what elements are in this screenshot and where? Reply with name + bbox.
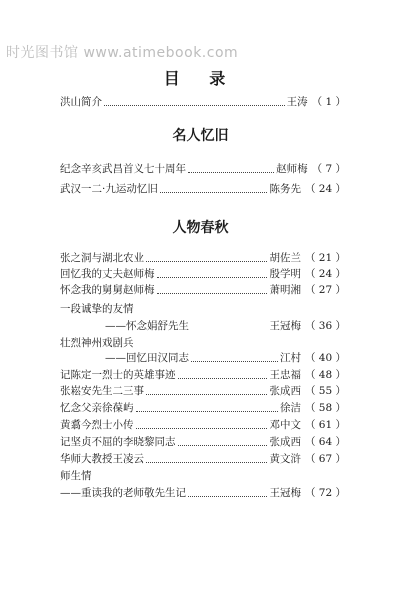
leader-dots — [104, 105, 285, 106]
leader-dots — [178, 445, 268, 446]
entry-author: 邓中文 — [269, 419, 301, 431]
leader-dots — [178, 378, 268, 379]
entry-page: （ 58 ） — [304, 402, 346, 414]
entry-page: （ 27 ） — [304, 284, 346, 296]
entry-title: 回忆我的丈夫赵师梅 — [60, 268, 155, 280]
entry-author: 黄文浒 — [269, 453, 301, 465]
leader-dots — [136, 411, 278, 412]
entry-author: 王冠梅 — [269, 320, 301, 332]
entry-title: 洪山简介 — [60, 96, 102, 108]
entry-author: 张成西 — [269, 385, 301, 397]
entry-page: （ 21 ） — [304, 252, 346, 264]
toc-entry — [60, 251, 346, 265]
entry-author: 萧明湘 — [269, 284, 301, 296]
toc-entry — [105, 351, 346, 365]
entry-title: 怀念我的舅舅赵师梅 — [60, 284, 155, 296]
entry-title: 张崧安先生二三事 — [60, 385, 144, 397]
entry-author: 江村 — [279, 352, 301, 364]
toc-entry — [60, 452, 346, 466]
entry-subtitle: ——怀念娟舒先生 — [105, 320, 189, 332]
entry-author: 胡佐兰 — [269, 252, 301, 264]
entry-subtitle: ——重读我的老师敬先生记 — [60, 487, 186, 499]
leader-dots — [146, 394, 267, 395]
leader-dots — [136, 428, 268, 429]
entry-author: 张成西 — [269, 436, 301, 448]
entry-page: （ 40 ） — [304, 352, 346, 364]
entry-title: 张之洞与湖北农业 — [60, 252, 144, 264]
entry-title: 纪念辛亥武昌首义七十周年 — [60, 163, 186, 175]
leader-dots — [157, 277, 268, 278]
entry-subtitle: ——回忆田汉同志 — [105, 352, 189, 364]
leader-dots — [157, 293, 268, 294]
entry-title: 记陈定一烈士的英雄事迹 — [60, 369, 176, 381]
entry-title: 武汉一二·九运动忆旧 — [60, 183, 158, 195]
entry-page: （ 48 ） — [304, 369, 346, 381]
page-title: 目 录 — [163, 69, 238, 88]
toc-entry — [60, 162, 346, 176]
entry-author: 殷学明 — [269, 268, 301, 280]
section-heading: 名人忆旧 — [172, 128, 229, 144]
entry-title: 忆念父亲徐葆屿 — [60, 402, 134, 414]
entry-author: 王冠梅 — [269, 487, 301, 499]
entry-page: （ 7 ） — [311, 163, 346, 175]
toc-entry — [60, 401, 346, 415]
leader-dots — [146, 261, 267, 262]
entry-author: 陈务先 — [269, 183, 301, 195]
toc-entry — [60, 182, 346, 196]
toc-entry — [60, 435, 346, 449]
leader-dots — [188, 172, 274, 173]
entry-author: 王涛 — [286, 96, 308, 108]
toc-entry — [60, 267, 346, 281]
entry-page: （ 55 ） — [304, 385, 346, 397]
watermark-text: 时光图书馆 www.atimebook.com — [6, 45, 239, 61]
toc-entry — [60, 384, 346, 398]
leader-dots — [188, 496, 267, 497]
entry-author: 王忠福 — [269, 369, 301, 381]
toc-entry — [60, 283, 346, 297]
entry-title: 记坚贞不屈的李晓黎同志 — [60, 436, 176, 448]
entry-page: （ 72 ） — [304, 487, 346, 499]
entry-page: （ 24 ） — [304, 268, 346, 280]
leader-dots — [160, 192, 268, 193]
leader-dots — [191, 361, 278, 362]
entry-title: 华师大教授王凌云 — [60, 453, 144, 465]
toc-entry — [60, 486, 346, 500]
leader-dots — [191, 329, 267, 330]
entry-author: 赵师梅 — [276, 163, 308, 175]
toc-entry — [60, 418, 346, 432]
entry-page: （ 24 ） — [304, 183, 346, 195]
entry-title-line: 一段诚挚的友情 — [60, 303, 134, 315]
entry-page: （ 64 ） — [304, 436, 346, 448]
toc-entry — [60, 368, 346, 382]
entry-title: 黄翥今烈士小传 — [60, 419, 134, 431]
entry-page: （ 67 ） — [304, 453, 346, 465]
entry-author: 徐洁 — [279, 402, 301, 414]
toc-entry — [105, 319, 346, 333]
entry-page: （ 1 ） — [311, 96, 346, 108]
entry-title-line: 壮烈神州戏剧兵 — [60, 337, 134, 349]
section-heading: 人物春秋 — [172, 220, 229, 236]
entry-page: （ 61 ） — [304, 419, 346, 431]
leader-dots — [146, 462, 267, 463]
entry-title-line: 师生情 — [60, 470, 92, 482]
entry-page: （ 36 ） — [304, 320, 346, 332]
toc-entry — [60, 95, 346, 109]
